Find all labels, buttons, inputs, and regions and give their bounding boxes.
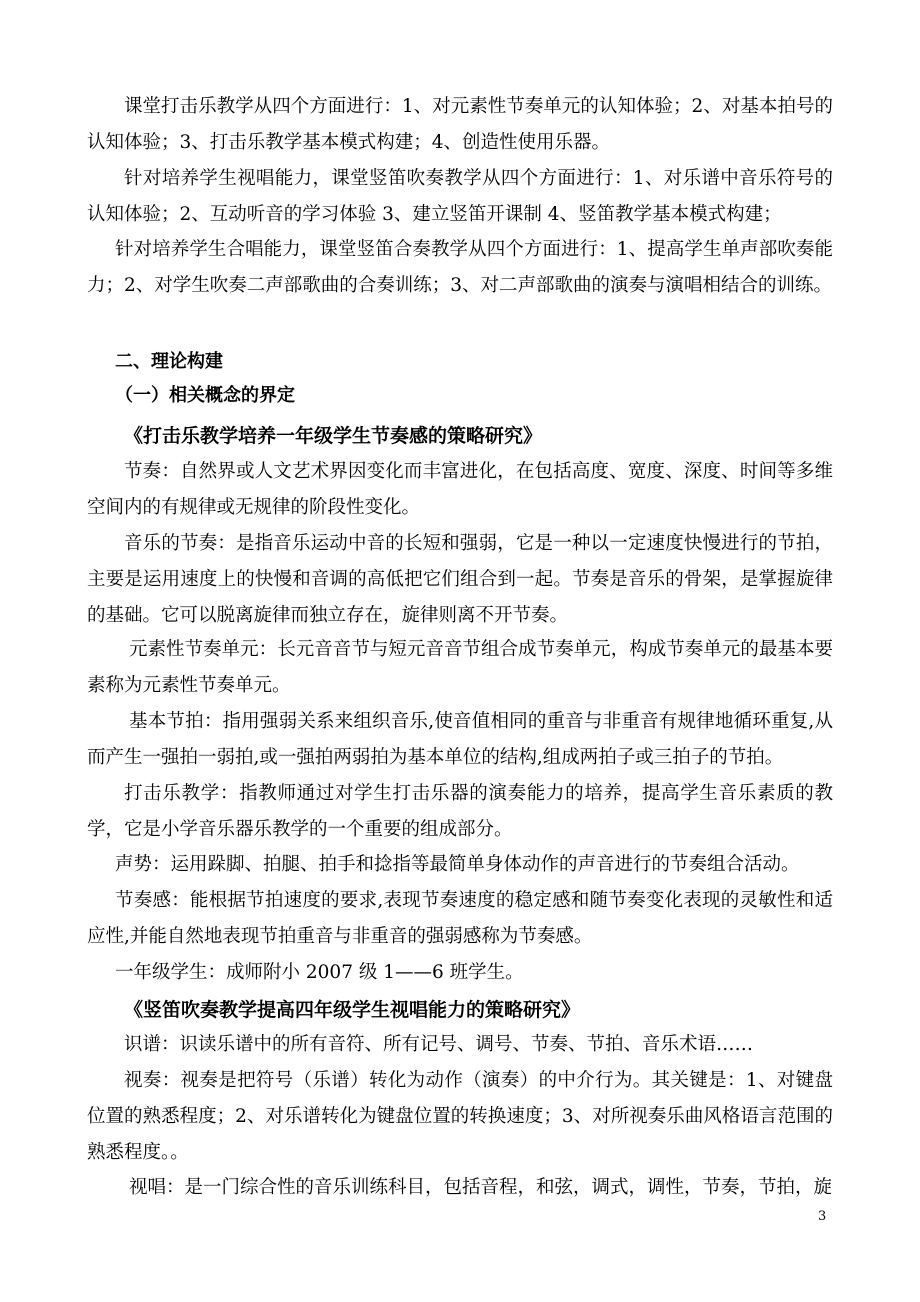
definition-musical-rhythm: 音乐的节奏：是指音乐运动中音的长短和强弱，它是一种以一定速度快慢进行的节拍，主要是运用速度上的快慢和音调的高低把它们组合到一起。节奏是音乐的骨架，是掌握旋律的基础。它可以脱离旋律而独立存在，旋律则离不开节奏。 [87,533,833,626]
definition-sight-singing: 视唱：是一门综合性的音乐训练科目，包括音程，和弦，调式，调性，节奏，节拍，旋 [129,1177,833,1198]
topic-title-recorder: 《竖笛吹奏教学提高四年级学生视唱能力的策略研究》 [124,999,581,1021]
definition-basic-meter: 基本节拍：指用强弱关系来组织音乐,使音值相同的重音与非重音有规律地循环重复,从而产生一强拍一弱拍,或一强拍两弱拍为基本单位的结构,组成两拍子或三拍子的节拍。 [87,711,833,768]
page-number: 3 [818,1209,827,1224]
subsection-heading: （一）相关概念的界定 [115,385,295,406]
topic-title-percussion: 《打击乐教学培养一年级学生节奏感的策略研究》 [124,425,543,447]
paragraph-recorder-sight-singing: 针对培养学生视唱能力，课堂竖笛吹奏教学从四个方面进行：1、对乐谱中音乐符号的认知体验；2、互动听音的学习体验 3、建立竖笛开课制 4、竖笛教学基本模式构建； [87,168,833,225]
definition-first-grade-students: 一年级学生：成师附小 2007 级 1——6 班学生。 [115,962,524,983]
definition-rhythm: 节奏：自然界或人文艺术界因变化而丰富进化，在包括高度、宽度、深度、时间等多维空间内的有规律或无规律的阶段性变化。 [87,461,833,518]
definition-body-percussion: 声势：运用跺脚、拍腿、拍手和捻指等最简单身体动作的声音进行的节奏组合活动。 [115,854,800,875]
definition-score-reading: 识谱：识读乐谱中的所有音符、所有记号、调号、节奏、节拍、音乐术语…… [124,1034,754,1055]
definition-sight-playing: 视奏：视奏是把符号（乐谱）转化为动作（演奏）的中介行为。其关键是：1、对键盘位置的熟悉程度；2、对乐谱转化为键盘位置的转换速度；3、对所视奏乐曲风格语言范围的熟悉程度。。 [87,1070,833,1163]
definition-percussion-teaching: 打击乐教学：指教师通过对学生打击乐器的演奏能力的培养，提高学生音乐素质的教学，它是小学音乐器乐教学的一个重要的组成部分。 [87,783,833,840]
section-heading: 二、理论构建 [115,351,223,372]
paragraph-recorder-ensemble: 针对培养学生合唱能力，课堂竖笛合奏教学从四个方面进行：1、提高学生单声部吹奏能力；2、对学生吹奏二声部歌曲的合奏训练；3、对二声部歌曲的演奏与演唱相结合的训练。 [87,239,833,296]
definition-elemental-rhythm-unit: 元素性节奏单元：长元音音节与短元音音节组合成节奏单元，构成节奏单元的最基本要素称为元素性节奏单元。 [87,639,833,696]
definition-sense-of-rhythm: 节奏感：能根据节拍速度的要求,表现节奏速度的稳定感和随节奏变化表现的灵敏性和适应性,并能自然地表现节拍重音与非重音的强弱感称为节奏感。 [87,890,833,947]
paragraph-percussion-aspects: 课堂打击乐教学从四个方面进行：1、对元素性节奏单元的认知体验；2、对基本拍号的认知体验；3、打击乐教学基本模式构建；4、创造性使用乐器。 [87,96,833,153]
